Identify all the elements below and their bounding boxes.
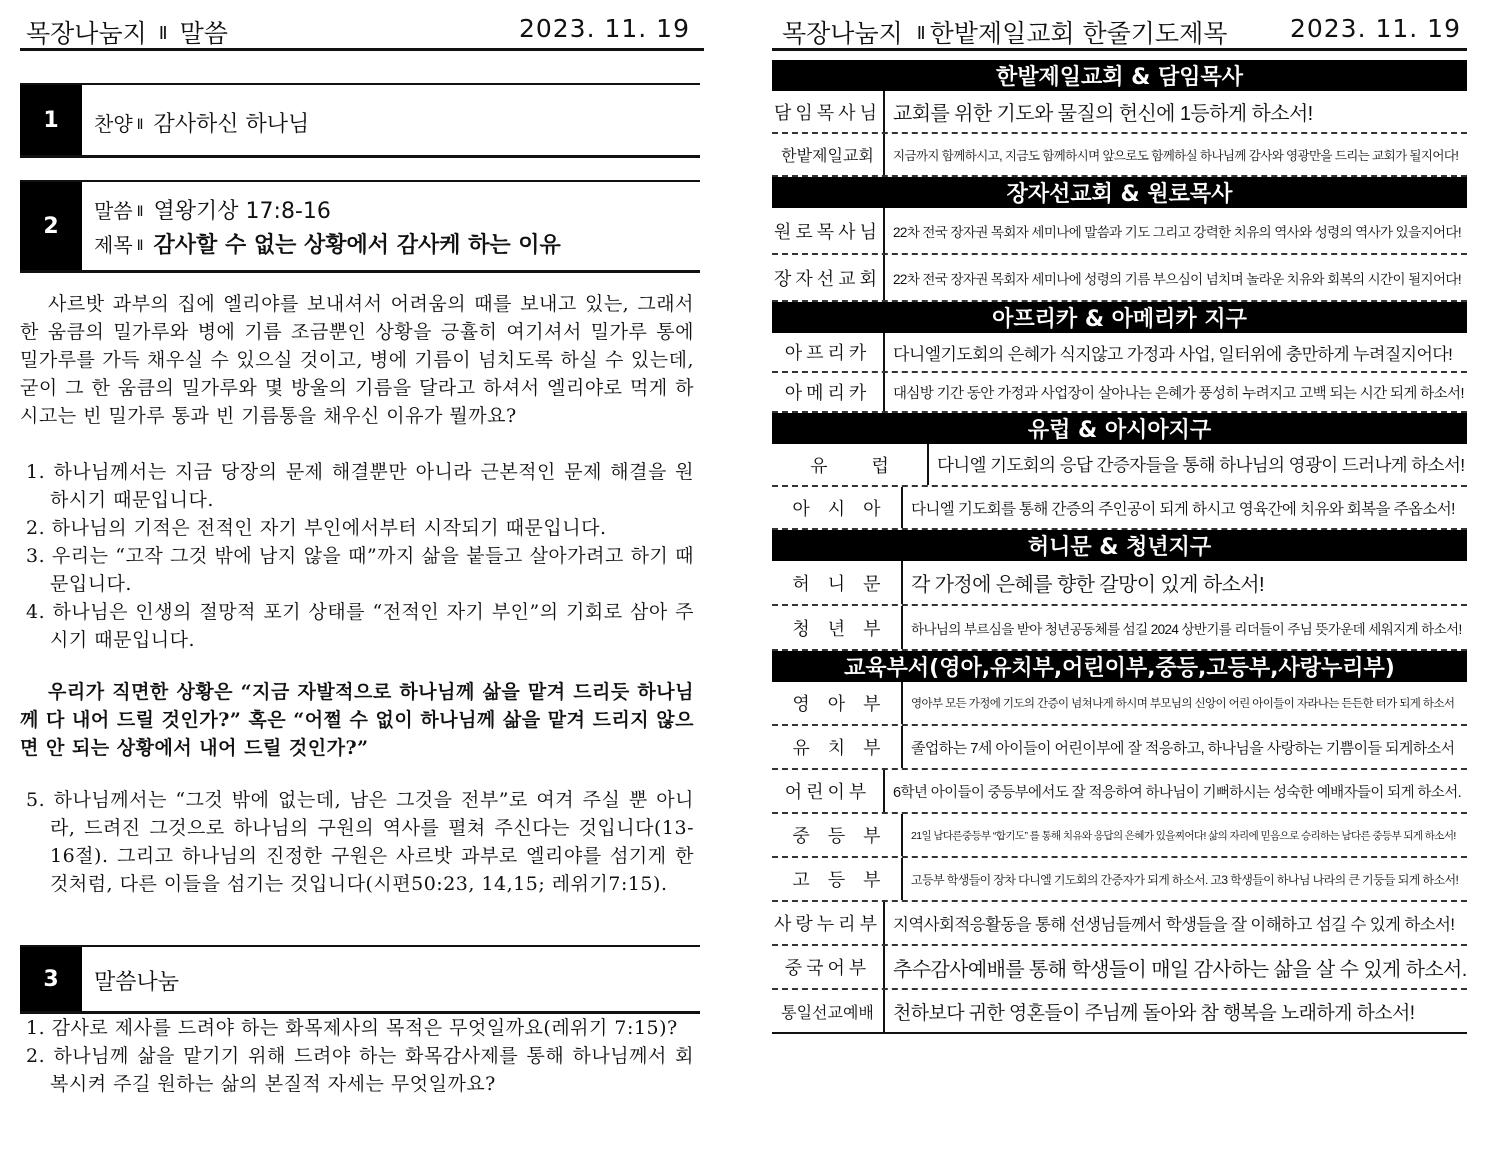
prayer-row-text: 22차 전국 장자권 목회자 세미나에 말씀과 기도 그리고 강력한 치유의 역사와 성령의 역사가 있을지어다! [893, 224, 1462, 240]
section-2-sermon [20, 180, 700, 273]
prayer-row [772, 682, 1467, 726]
header-section: 한밭제일교회 한줄기도제목 [929, 19, 1228, 48]
header-separator: Ⅱ [916, 23, 926, 44]
praise-title: 감사하신 하나님 [153, 112, 310, 137]
prayer-row-text: 22차 전국 장자권 목회자 세미나에 성령의 기름 부으심이 넘치며 놀라운 치유와 회복의 시간이 될지어다! [893, 271, 1462, 287]
prayer-row-label: 담임목사님 [772, 91, 885, 132]
section-3-sharing [20, 945, 700, 1014]
prayer-row [772, 606, 1467, 651]
prayer-row-text: 천하보다 귀한 영혼들이 주님께 돌아와 참 행복을 노래하게 하소서! [893, 1002, 1415, 1024]
header-bulletin-name: 목장나눔지 [26, 19, 147, 48]
prayer-row-label: 청년부 [772, 606, 903, 649]
prayer-row-label: 한밭제일교회 [772, 134, 885, 175]
prayer-row-text: 하나님의 부르심을 받아 청년공동체를 섬길 2024 상반기를 리더들이 주님 뜻가운데 세워지게 하소서! [911, 621, 1462, 637]
prayer-row-text: 다니엘기도회의 은혜가 식지않고 가정과 사업, 일터위에 충만하게 누려질지어다! [893, 344, 1453, 364]
left-header-date: 2023. 11. 19 [518, 14, 690, 43]
prayer-row-label: 아시아 [772, 487, 903, 528]
sermon-title-line [94, 228, 561, 259]
reason-item: 1. 하나님께서는 지금 당장의 문제 해결뿐만 아니라 근본적인 문제 해결을 원하시기 때문입니다. [26, 461, 694, 511]
prayer-row-text: 각 가정에 은혜를 향한 갈망이 있게 하소서! [911, 574, 1264, 596]
prayer-row [772, 902, 1467, 946]
header-section: 말씀 [179, 19, 228, 48]
prayer-row [772, 373, 1467, 413]
scripture-line [94, 194, 331, 225]
prayer-row-text: 지금까지 함께하시고, 지금도 함께하시며 앞으로도 함께하실 하나님께 감사와 영광만을 드리는 교회가 될지어다! [893, 148, 1459, 163]
reason-5-list [26, 786, 694, 898]
header-separator: Ⅱ [158, 23, 168, 44]
prayer-row [772, 770, 1467, 814]
scripture-reference: 열왕기상 17:8-16 [153, 199, 331, 224]
prayer-row-label: 아메리카 [772, 373, 885, 411]
prayer-row-text: 다니엘 기도회를 통해 간증의 주인공이 되게 하시고 영육간에 치유와 회복을 주옵소서! [911, 500, 1455, 518]
reasons-list [26, 458, 694, 654]
reason-item: 5. 하나님께서는 “그것 밖에 없는데, 남은 그것을 전부”로 여겨 주실 뿐 아니라, 드려진 그것으로 하나님의 구원의 역사를 펼쳐 주신다는 것입니다(13-16절). 그리고 하나님의 진정한 구원은 사르밧 과부로 엘리야를 섬기게 한 것처럼, 다른 이들을 섬기는 것입니다(시편50:23, 14,15; 레위기7:15). [26, 789, 694, 895]
prayer-category-header: 아프리카 & 아메리카 지구 [772, 302, 1467, 333]
prayer-row-text: 21일 남다른중등부 “합기도” 를 통해 치유와 응답의 은혜가 있을찌어다! 삶의 자리에 믿음으로 승리하는 남다른 중등부 되게 하소서! [911, 829, 1456, 842]
prayer-row-text: 졸업하는 7세 아이들이 어린이부에 잘 적응하고, 하나님을 사랑하는 기쁨이들 되게하소서 [911, 739, 1455, 757]
prayer-row-text: 추수감사예배를 통해 학생들이 매일 감사하는 삶을 살 수 있게 하소서. [893, 958, 1467, 981]
prayer-category-header: 장자선교회 & 원로목사 [772, 177, 1467, 208]
prayer-row [772, 946, 1467, 990]
prayer-row-text: 대심방 기간 동안 가정과 사업장이 살아나는 은혜가 풍성히 누려지고 고백 되는 시간 되게 하소서! [893, 385, 1464, 402]
prayer-row-label: 중국어부 [772, 946, 885, 988]
questions-list [26, 1014, 694, 1098]
prayer-category-header: 교육부서(영아,유치부,어린이부,중등,고등부,사랑누리부) [772, 651, 1467, 682]
prayer-category-header: 유럽 & 아시아지구 [772, 413, 1467, 444]
prayer-table [772, 60, 1467, 1034]
prayer-category-header: 허니문 & 청년지구 [772, 530, 1467, 561]
prayer-row [772, 255, 1467, 302]
prayer-row-text: 영아부 모든 가정에 기도의 간증이 넘쳐나게 하시며 부모님의 신앙이 어린 아이들이 자라나는 든든한 터가 되게 하소서 [911, 698, 1455, 710]
sermon-intro: 사르밧 과부의 집에 엘리야를 보내셔서 어려움의 때를 보내고 있는, 그래서 한 움큼의 밀가루와 병에 기름 조금뿐인 상황을 긍휼히 여기셔서 밀가루 통에 밀가루를 가득 채우실 수 있으실 것이고, 병에 기름이 넘치도록 하실 수 있는데, 굳이 그 한 움큼의 밀가루와 몇 방울의 기름을 달라고 하셔서 엘리야로 먹게 하시고는 빈 밀가루 통과 빈 기름통을 채우신 이유가 뭘까요? [20, 293, 694, 427]
reason-item: 3. 우리는 “고작 그것 밖에 남지 않을 때”까지 삶을 붙들고 살아가려고 하기 때문입니다. [26, 545, 694, 595]
prayer-category-header: 한밭제일교회 & 담임목사 [772, 60, 1467, 91]
prayer-row [772, 208, 1467, 255]
prayer-row-text: 6학년 아이들이 중등부에서도 잘 적응하여 하나님이 기뻐하시는 성숙한 예배자들이 되게 하소서. [893, 784, 1462, 801]
prayer-row-text: 교회를 위한 기도와 물질의 헌신에 1등하게 하소서! [893, 103, 1313, 125]
prayer-row-text: 지역사회적응활동을 통해 선생님들께서 학생들을 잘 이해하고 섬길 수 있게 하소서! [893, 916, 1455, 934]
prayer-row-label: 원로목사님 [772, 208, 885, 253]
section-1-praise [20, 83, 700, 158]
prayer-row-label: 장자선교회 [772, 255, 885, 300]
header-bulletin-name: 목장나눔지 [782, 19, 903, 48]
prayer-row-label: 유치부 [772, 726, 903, 768]
right-header-title [782, 14, 1227, 50]
reason-item: 4. 하나님은 인생의 절망적 포기 상태를 “전적인 자기 부인”의 기회로 삼아 주시기 때문입니다. [26, 601, 694, 651]
emphasis-paragraph: 우리가 직면한 상황은 “지금 자발적으로 하나님께 삶을 맡겨 드리듯 하나님께 다 내어 드릴 것인가?” 혹은 “어쩔 수 없이 하나님께 삶을 맡겨 드리지 않으면 안 되는 상황에서 내어 드릴 것인가?” [20, 681, 694, 759]
prayer-row-label: 아프리카 [772, 333, 885, 371]
right-page-header [772, 8, 1467, 51]
prayer-row [772, 91, 1467, 134]
reason-item: 2. 하나님의 기적은 전적인 자기 부인에서부터 시작되기 때문입니다. [26, 517, 607, 539]
prayer-row [772, 858, 1467, 902]
prayer-row-label: 중등부 [772, 814, 903, 856]
left-page [20, 0, 704, 1150]
prayer-row-label: 고등부 [772, 858, 903, 900]
praise-label: 찬양 [94, 112, 133, 136]
prayer-row [772, 134, 1467, 177]
prayer-row [772, 726, 1467, 770]
question-item: 1. 감사로 제사를 드려야 하는 화목제사의 목적은 무엇일까요(레위기 7:15)? [26, 1017, 678, 1039]
right-page [772, 0, 1467, 1150]
praise-line [94, 107, 309, 138]
question-item: 2. 하나님께 삶을 맡기기 위해 드려야 하는 화목감사제를 통해 하나님께서 회복시켜 주길 원하는 삶의 본질적 자세는 무엇일까요? [26, 1045, 694, 1095]
left-header-title [26, 14, 228, 50]
section-number: 1 [20, 85, 82, 155]
prayer-row-label: 허니문 [772, 561, 903, 604]
sermon-title: 감사할 수 없는 상황에서 감사케 하는 이유 [153, 233, 561, 258]
label-separator: Ⅱ [136, 117, 144, 133]
prayer-row-text: 고등부 학생들이 장차 다니엘 기도회의 간증자가 되게 하소서. 고3 학생들이 하나님 나라의 큰 기둥들 되게 하소서! [911, 872, 1459, 887]
prayer-row [772, 444, 1467, 487]
prayer-row [772, 990, 1467, 1034]
left-page-header [20, 8, 704, 51]
right-header-date: 2023. 11. 19 [1289, 14, 1461, 43]
prayer-row [772, 333, 1467, 373]
prayer-row-label: 통일선교예배 [772, 990, 885, 1032]
label-separator: Ⅱ [136, 238, 144, 254]
section-number: 3 [20, 947, 82, 1011]
prayer-row [772, 814, 1467, 858]
prayer-row-text: 다니엘 기도회의 응답 간증자들을 통해 하나님의 영광이 드러나게 하소서! [937, 455, 1465, 475]
prayer-row-label: 사랑누리부 [772, 902, 885, 944]
scripture-label: 말씀 [94, 199, 133, 223]
prayer-row [772, 561, 1467, 606]
prayer-row-label: 어린이부 [772, 770, 885, 812]
sharing-title: 말씀나눔 [94, 970, 180, 995]
section-number: 2 [20, 182, 82, 270]
prayer-row [772, 487, 1467, 530]
label-separator: Ⅱ [136, 204, 144, 220]
title-label: 제목 [94, 233, 133, 257]
prayer-row-label: 유럽 [772, 444, 929, 485]
prayer-row-label: 영아부 [772, 682, 903, 724]
